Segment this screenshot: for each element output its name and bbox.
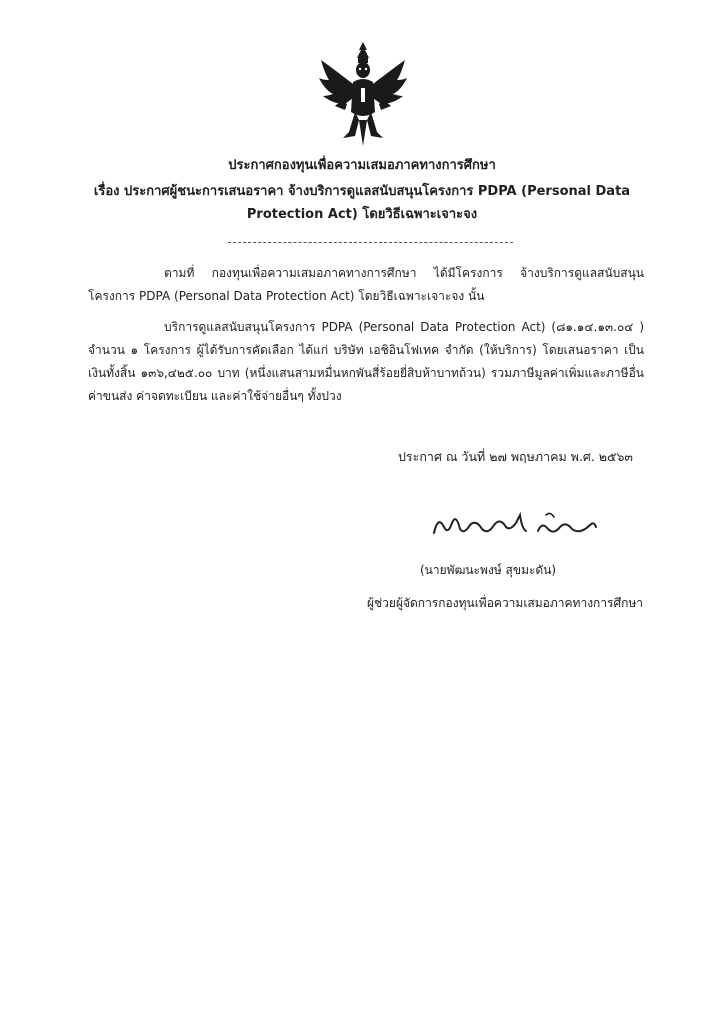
divider [228,242,513,243]
signer-position: ผู้ช่วยผู้จัดการกองทุนเพื่อความเสมอภาคทางการศึกษา [367,596,644,610]
paragraph-2-text: บริการดูแลสนับสนุนโครงการ PDPA (Personal Data Protection Act) (๘๑.๑๔.๑๓.๐๔ ) จำนวน ๑ โครงการ ผู้ได้รับการคัดเลือก ได้แก่ บริษัท เอชิอินโฟเทค จำกัด (ให้บริการ) โดยเสนอราคา เป็นเงินทั้งสิ้น ๑๓๖,๔๒๕.๐๐ บาท (หนึ่งแสนสามหมื่นหกพันสี่ร้อยยี่สิบห้าบาทถ้วน) รวมภาษีมูลค่าเพิ่มและภาษีอื่น ค่าขนส่ง ค่าจดทะเบียน และค่าใช้จ่ายอื่นๆ ทั้งปวง [88,320,644,403]
subject-line: เรื่อง ประกาศผู้ชนะการเสนอราคา จ้างบริการดูแลสนับสนุนโครงการ PDPA (Personal Data Protection Act) โดยวิธีเฉพาะเจาะจง [93,184,631,222]
handwritten-signature [430,505,600,545]
paragraph-1-text: ตามที่ กองทุนเพื่อความเสมอภาคทางการศึกษา ได้มีโครงการ จ้างบริการดูแลสนับสนุนโครงการ PDPA (Personal Data Protection Act) โดยวิธีเฉพาะเจาะจง นั้น [88,266,644,303]
paragraph-2 [88,316,644,408]
page-title: ประกาศกองทุนเพื่อความเสมอภาคทางการศึกษา [228,158,496,173]
garuda-emblem-icon [315,40,411,150]
announcement-date: ประกาศ ณ วันที่ ๒๗ พฤษภาคม พ.ศ. ๒๕๖๓ [398,449,633,464]
paragraph-1 [88,262,644,308]
signer-name: (นายพัฒนะพงษ์ สุขมะดัน) [420,563,557,577]
